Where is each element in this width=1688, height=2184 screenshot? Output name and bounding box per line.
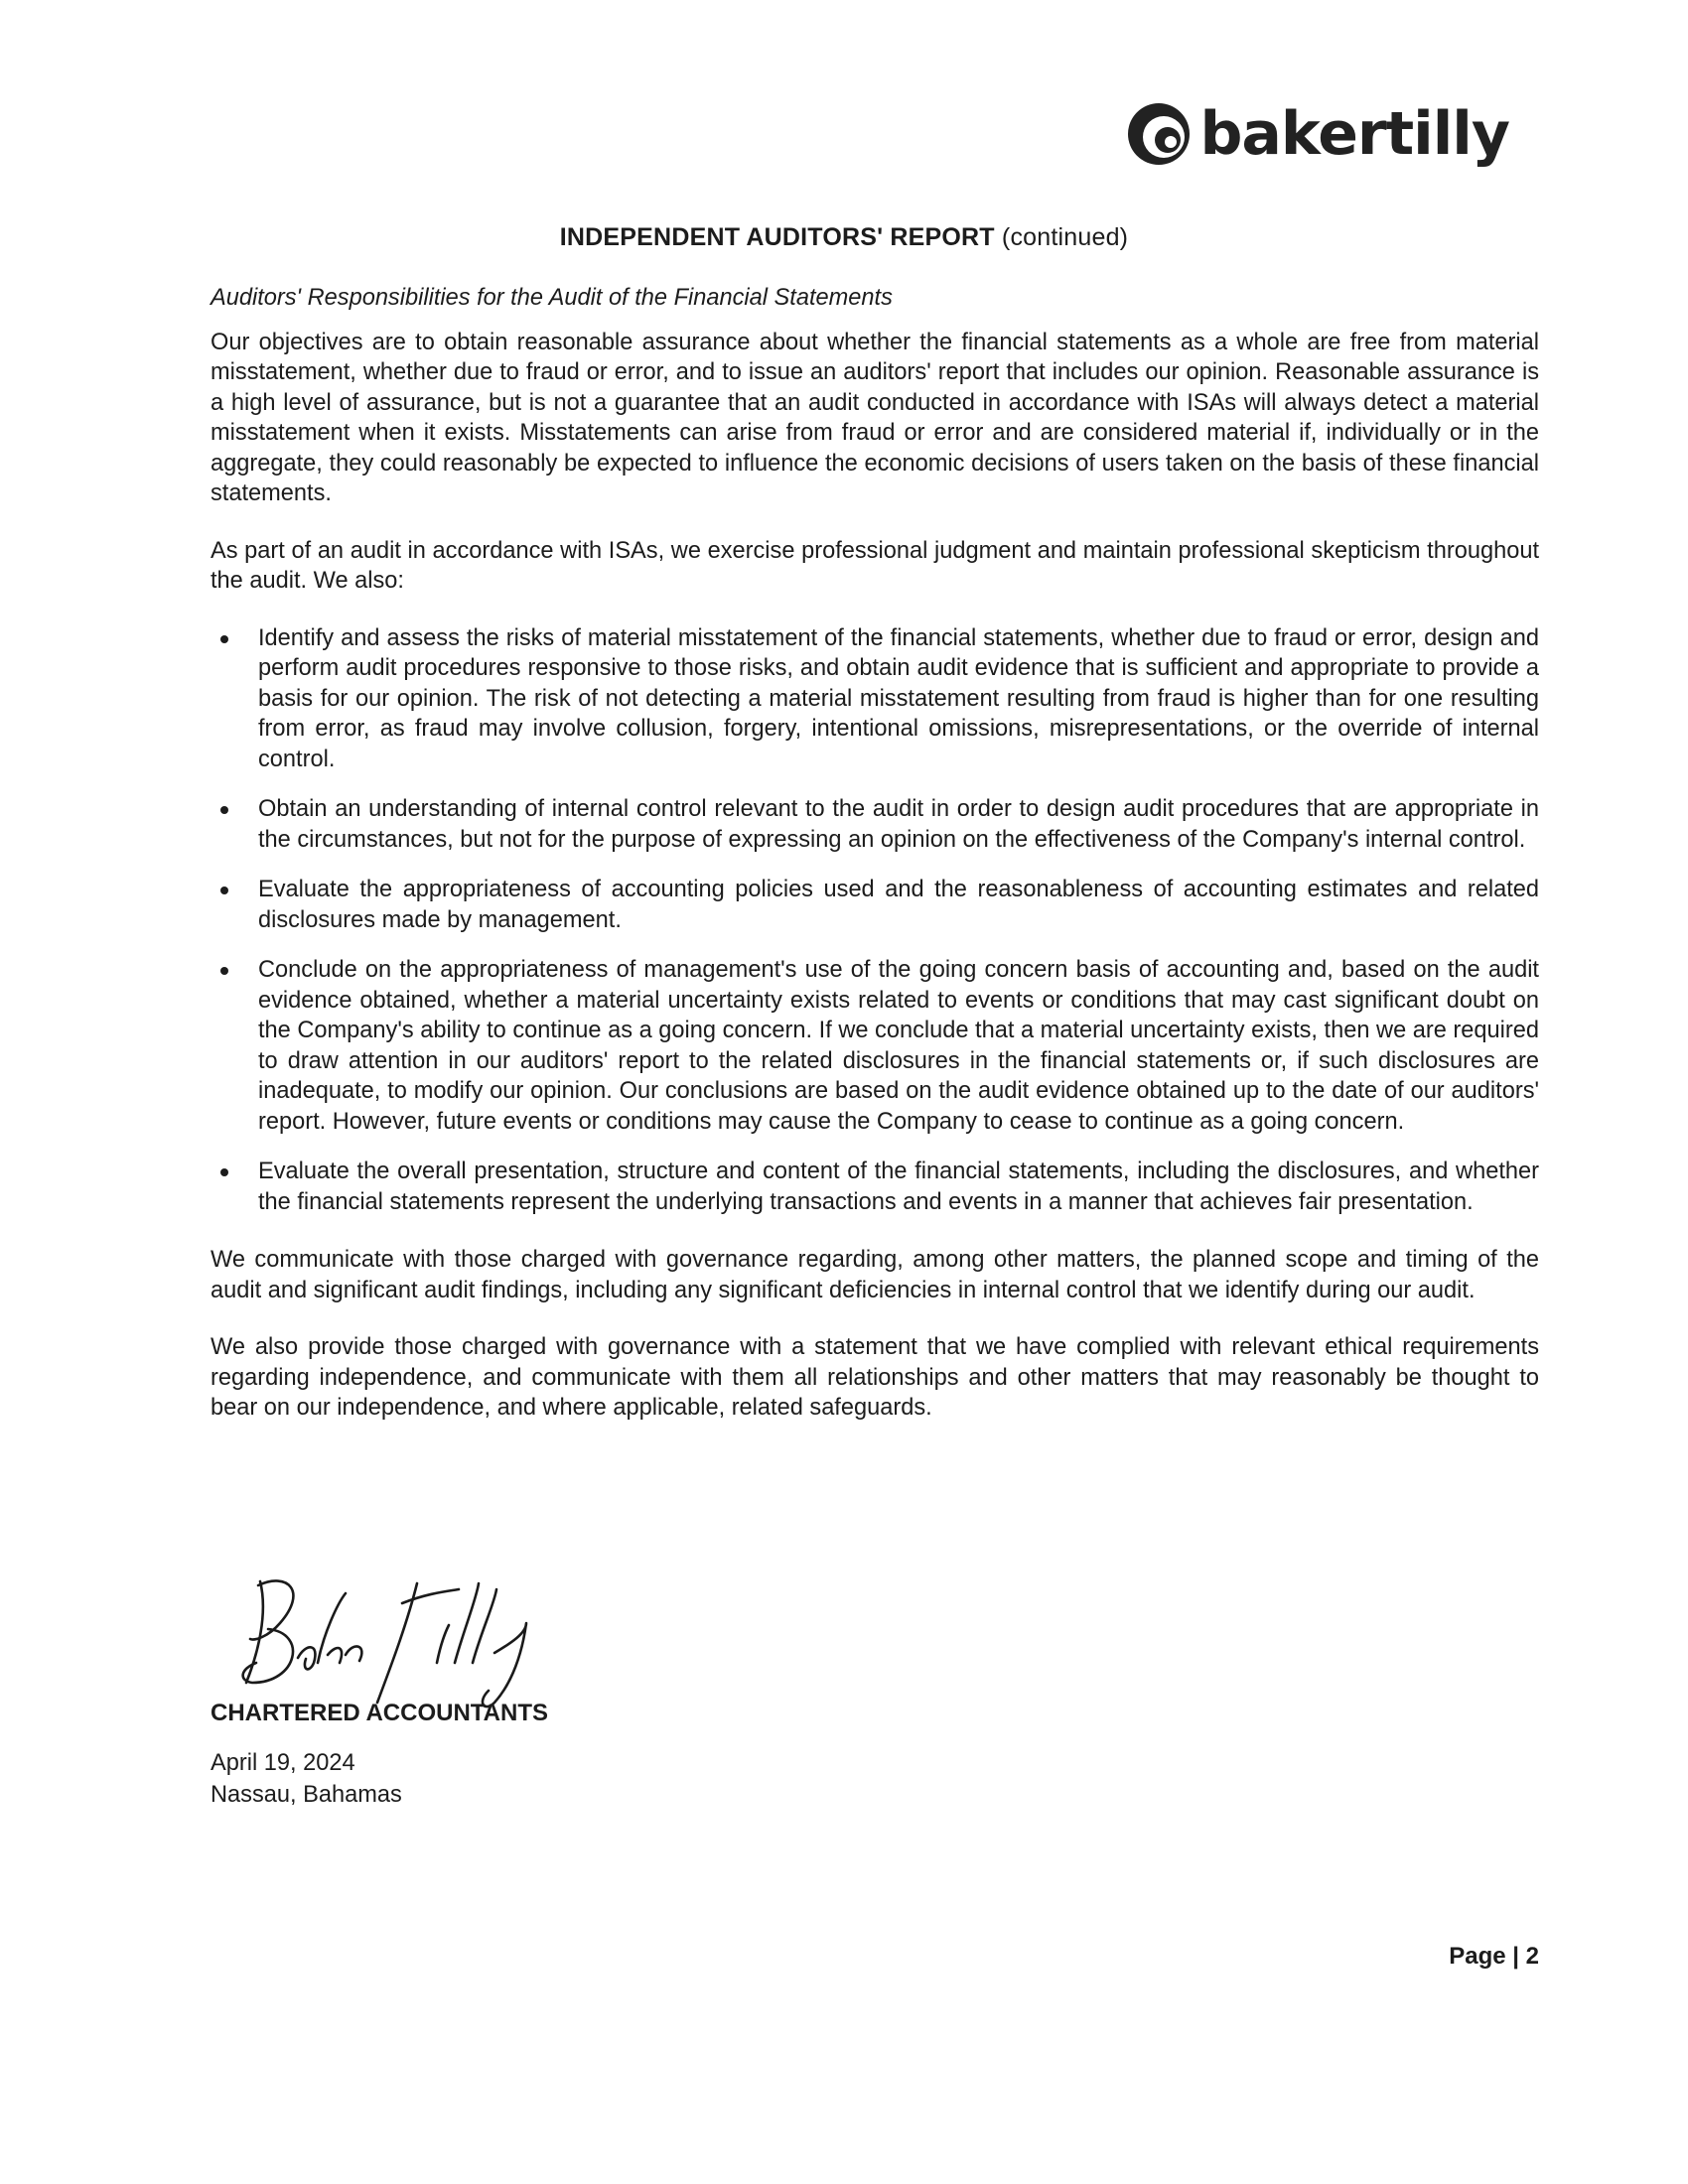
report-title <box>0 223 1688 252</box>
paragraph-communication: We communicate with those charged with governance regarding, among other matters, the planned scope and timing of the audit and significant audit findings, including any significant deficiencies in internal control that we identify during our audit. <box>211 1247 1539 1303</box>
list-item <box>211 623 1539 775</box>
signature-icon <box>228 1564 556 1712</box>
list-item-text: Obtain an understanding of internal control relevant to the audit in order to design audit procedures that are appropriate in the circumstances, but not for the purpose of expressing an opinion on the effectiveness of the Company's internal control. <box>258 796 1539 853</box>
list-item-text: Conclude on the appropriateness of management's use of the going concern basis of accounting and, based on the audit evidence obtained, whether a material uncertainty exists related to events or conditions that may cast significant doubt on the Company's ability to continue as a going concern. If we conclude that a material uncertainty exists, then we are required to draw attention in our auditors' report to the related disclosures in the financial statements or, if such disclosures are inadequate, to modify our opinion. Our conclusions are based on the audit evidence obtained up to the date of our auditors' report. However, future events or conditions may cause the Company to cease to continue as a going concern. <box>258 957 1539 1135</box>
report-date-location <box>211 1747 402 1811</box>
company-logo <box>1124 99 1509 169</box>
bullet-icon <box>220 887 228 894</box>
bullet-icon <box>220 806 228 814</box>
section-heading: Auditors' Responsibilities for the Audit of the Financial Statements <box>211 285 893 311</box>
paragraph-independence: We also provide those charged with governance with a statement that we have complied with relevant ethical requirements regarding independence, and communicate with them all relationships and other matters that may reasonably be thought to bear on our independence, and where applicable, related safeguards. <box>211 1334 1539 1421</box>
page-number: Page | 2 <box>1449 1943 1539 1970</box>
list-item <box>211 794 1539 855</box>
logo-mark-icon <box>1124 99 1194 169</box>
logo-text: bakertilly <box>1199 99 1509 169</box>
list-item <box>211 955 1539 1137</box>
list-item-text: Identify and assess the risks of material misstatement of the financial statements, whether due to fraud or error, design and perform audit procedures responsive to those risks, and obtain audit evidence that is sufficient and appropriate to provide a basis for our opinion. The risk of not detecting a material misstatement resulting from fraud is higher than for one resulting from error, as fraud may involve collusion, forgery, intentional omissions, misrepresentations, or the override of internal control. <box>258 624 1539 772</box>
report-title-main: INDEPENDENT AUDITORS' REPORT <box>559 223 995 251</box>
bullet-icon <box>220 967 228 975</box>
bullet-icon <box>220 1168 228 1176</box>
responsibilities-list <box>211 623 1539 1218</box>
list-item <box>211 875 1539 935</box>
paragraph-objectives: Our objectives are to obtain reasonable assurance about whether the financial statements as a whole are free from material misstatement, whether due to fraud or error, and to issue an auditors' report that includes our opinion. Reasonable assurance is a high level of assurance, but is not a guarantee that an audit conducted in accordance with ISAs will always detect a material misstatement when it exists. Misstatements can arise from fraud or error and are considered material if, individually or in the aggregate, they could reasonably be expected to influence the economic decisions of users taken on the basis of these financial statements. <box>211 329 1539 506</box>
list-item <box>211 1157 1539 1217</box>
paragraph-audit-intro: As part of an audit in accordance with ISAs, we exercise professional judgment and maintain professional skepticism throughout the audit. We also: <box>211 537 1539 594</box>
report-title-suffix: (continued) <box>1001 223 1129 251</box>
report-body <box>211 283 1539 1450</box>
list-item-text: Evaluate the appropriateness of accounting policies used and the reasonableness of accounting estimates and related disclosures made by management. <box>258 877 1539 933</box>
bullet-icon <box>220 635 228 643</box>
signatory-title: CHARTERED ACCOUNTANTS <box>211 1700 548 1726</box>
report-date: April 19, 2024 <box>211 1750 355 1776</box>
report-location: Nassau, Bahamas <box>211 1782 402 1808</box>
list-item-text: Evaluate the overall presentation, structure and content of the financial statements, including the disclosures, and whether the financial statements represent the underlying transactions and events in a manner that achieves fair presentation. <box>258 1159 1539 1215</box>
